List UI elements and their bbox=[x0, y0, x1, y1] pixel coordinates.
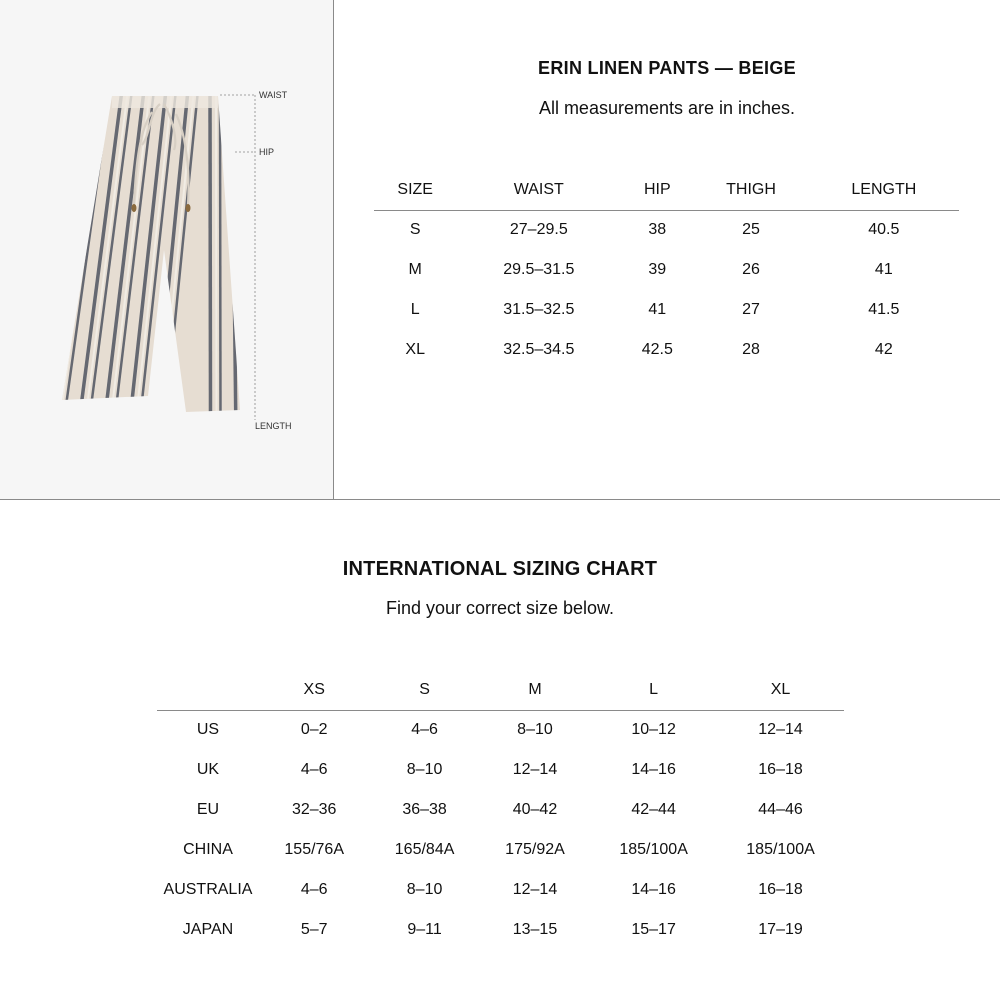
table-cell: 29.5–31.5 bbox=[503, 261, 575, 278]
table-cell: 13–15 bbox=[512, 921, 558, 938]
table-cell: 41 bbox=[648, 301, 667, 318]
table-cell: 4–6 bbox=[300, 881, 328, 898]
table-cell: 38 bbox=[648, 221, 667, 239]
column-header: M bbox=[480, 670, 590, 710]
pants-illustration bbox=[54, 90, 296, 420]
table-cell: 12–14 bbox=[758, 721, 803, 739]
table-cell: 5–7 bbox=[300, 921, 328, 938]
table-cell: 27 bbox=[742, 301, 760, 318]
column-header: LENGTH bbox=[809, 170, 959, 210]
table-cell: 28 bbox=[742, 341, 760, 358]
table-cell: 14–16 bbox=[631, 881, 676, 898]
table-cell: 14–16 bbox=[631, 761, 676, 778]
table-cell: 4–6 bbox=[411, 721, 438, 739]
size-table-header bbox=[374, 170, 959, 210]
table-cell: 9–11 bbox=[407, 921, 442, 938]
table-row bbox=[374, 290, 959, 330]
column-header bbox=[157, 670, 259, 710]
table-cell: 44–46 bbox=[758, 801, 803, 818]
table-cell: 42 bbox=[874, 341, 893, 358]
table-row bbox=[157, 710, 844, 750]
table-row bbox=[374, 210, 959, 250]
region-label: UK bbox=[196, 761, 220, 778]
table-row bbox=[157, 750, 844, 790]
table-row bbox=[157, 830, 844, 870]
length-label: LENGTH bbox=[255, 421, 292, 431]
table-cell: 0–2 bbox=[300, 721, 328, 739]
international-sizing-table bbox=[157, 670, 844, 950]
table-cell: 26 bbox=[742, 261, 760, 278]
measurement-note: All measurements are in inches. bbox=[538, 98, 796, 118]
column-header: HIP bbox=[621, 170, 693, 210]
table-cell: 32.5–34.5 bbox=[503, 341, 575, 358]
table-cell: 185/100A bbox=[746, 841, 815, 858]
table-cell: 165/84A bbox=[394, 841, 455, 858]
table-cell: 31.5–32.5 bbox=[503, 301, 575, 318]
table-row bbox=[157, 790, 844, 830]
table-cell: 41 bbox=[874, 261, 893, 278]
product-image-panel bbox=[0, 0, 334, 500]
table-cell: 39 bbox=[648, 261, 667, 278]
table-cell: 15–17 bbox=[631, 921, 676, 938]
column-header: XS bbox=[259, 670, 369, 710]
column-header: THIGH bbox=[693, 170, 808, 210]
table-row bbox=[374, 250, 959, 290]
section-divider bbox=[334, 499, 1000, 500]
table-cell: 8–10 bbox=[406, 761, 443, 778]
international-subtitle: Find your correct size below. bbox=[385, 598, 615, 618]
table-cell: 185/100A bbox=[619, 841, 688, 858]
region-label: JAPAN bbox=[182, 921, 234, 938]
table-cell: 42.5 bbox=[641, 341, 673, 358]
region-label: EU bbox=[196, 801, 220, 818]
column-header: L bbox=[590, 670, 717, 710]
table-row bbox=[157, 870, 844, 910]
table-cell: 12–14 bbox=[512, 881, 558, 898]
column-header: SIZE bbox=[374, 170, 456, 210]
size-table bbox=[374, 170, 959, 370]
table-cell: 8–10 bbox=[406, 881, 443, 898]
table-row bbox=[374, 330, 959, 370]
table-cell: 17–19 bbox=[758, 921, 803, 938]
table-cell: XL bbox=[405, 341, 425, 358]
table-cell: 16–18 bbox=[758, 761, 803, 778]
hip-label: HIP bbox=[259, 147, 275, 157]
table-cell: L bbox=[410, 301, 420, 318]
waist-label: WAIST bbox=[259, 90, 288, 100]
table-cell: 4–6 bbox=[300, 761, 328, 778]
international-table-header bbox=[157, 670, 844, 710]
table-cell: 25 bbox=[742, 221, 760, 239]
table-cell: 8–10 bbox=[517, 721, 553, 739]
table-cell: 27–29.5 bbox=[509, 221, 568, 239]
product-image bbox=[0, 0, 334, 500]
region-label: US bbox=[196, 721, 220, 739]
product-title: ERIN LINEN PANTS — BEIGE bbox=[538, 58, 796, 78]
table-cell: S bbox=[409, 221, 421, 239]
table-cell: 36–38 bbox=[402, 801, 447, 818]
table-cell: 12–14 bbox=[512, 761, 558, 778]
table-row bbox=[157, 910, 844, 950]
table-cell: 32–36 bbox=[291, 801, 337, 818]
table-cell: 41.5 bbox=[868, 301, 900, 318]
column-header: WAIST bbox=[456, 170, 621, 210]
table-cell: 10–12 bbox=[631, 721, 676, 739]
column-header: S bbox=[369, 670, 479, 710]
region-label: CHINA bbox=[183, 841, 233, 858]
table-cell: 40–42 bbox=[512, 801, 558, 818]
table-cell: 42–44 bbox=[631, 801, 676, 818]
table-cell: 155/76A bbox=[284, 841, 344, 858]
table-cell: 175/92A bbox=[505, 841, 565, 858]
region-label: AUSTRALIA bbox=[163, 881, 253, 898]
table-cell: 16–18 bbox=[758, 881, 803, 898]
international-title: INTERNATIONAL SIZING CHART bbox=[342, 558, 658, 580]
table-cell: 40.5 bbox=[868, 221, 900, 239]
table-cell: M bbox=[408, 261, 422, 278]
column-header: XL bbox=[717, 670, 844, 710]
